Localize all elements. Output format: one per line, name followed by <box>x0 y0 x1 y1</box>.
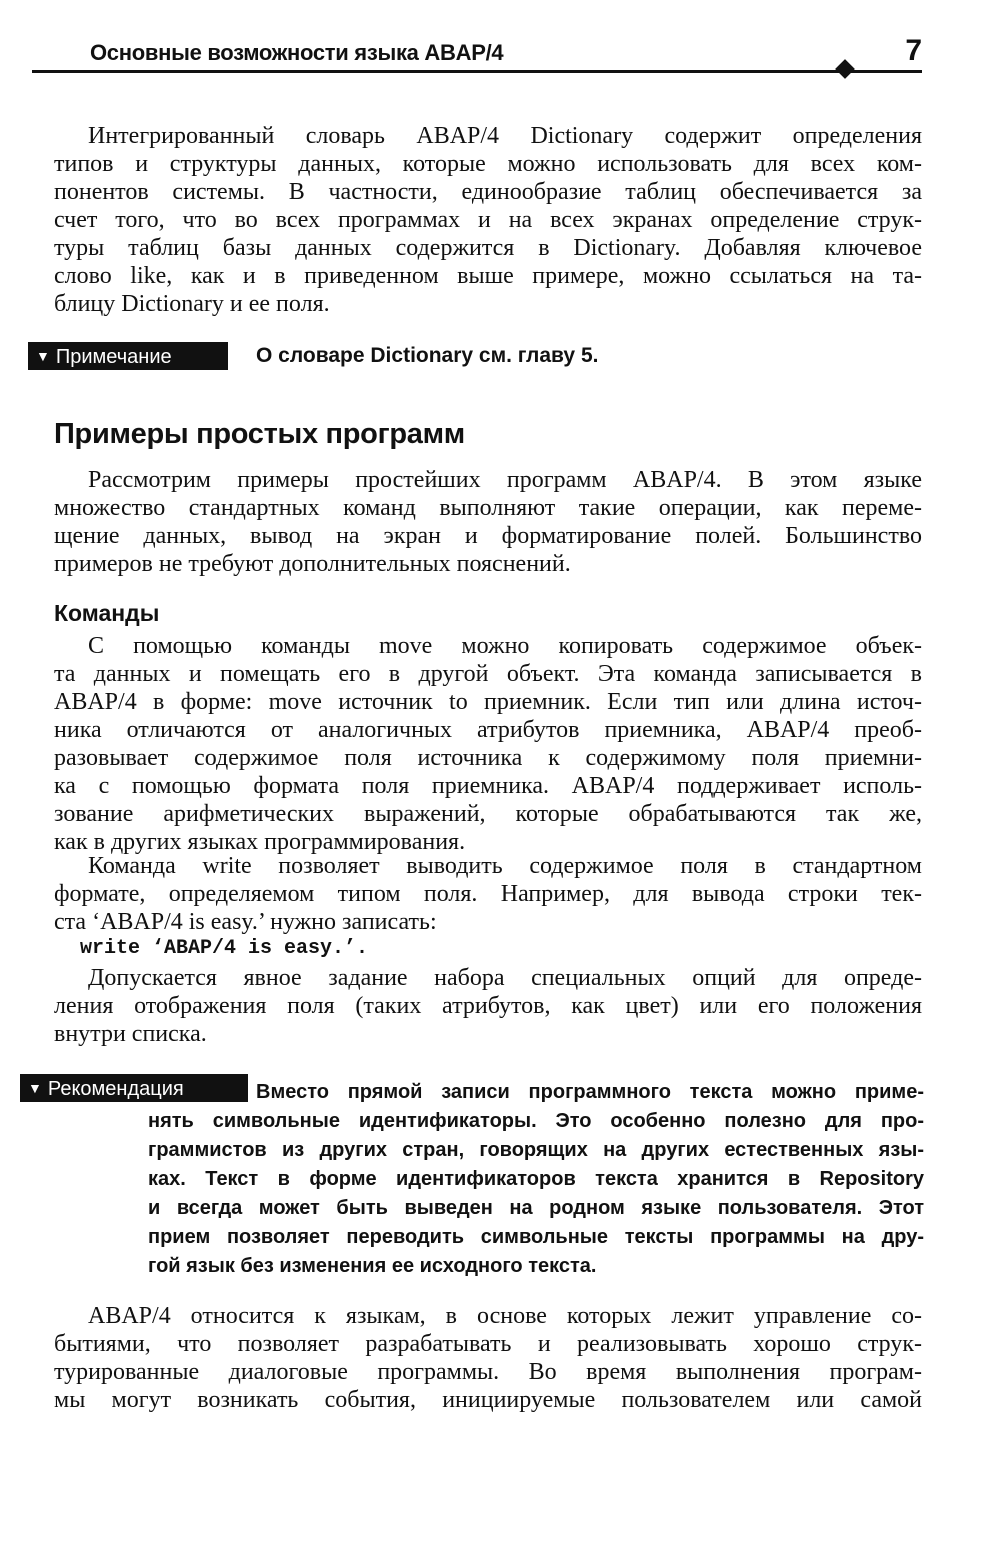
text-line: Допускается явное задание набора специальных опций для опреде- <box>88 965 922 991</box>
header-diamond-ornament <box>835 59 855 79</box>
note-label: Примечание <box>55 346 172 368</box>
text-line: ста ‘ABAP/4 is easy.’ нужно записать: <box>54 909 437 935</box>
commands-paragraph-move <box>54 632 922 856</box>
text-line: разовывает содержимое поля источника к содержимому поля приемни- <box>54 745 922 771</box>
text-line: туры таблиц базы данных содержится в Dictionary. Добавляя ключевое <box>54 235 922 261</box>
text-line: С помощью команды move можно копировать содержимое объек- <box>88 633 922 659</box>
text-line: ABAP/4 в форме: move источник to приемник. Если тип или длина источ- <box>54 689 922 715</box>
text-line: та данных и помещать его в другой объект. Эта команда записывается в <box>54 661 922 687</box>
text-line: щение данных, вывод на экран и форматирование полей. Большинство <box>54 523 922 549</box>
text-line: множество стандартных команд выполняют такие операции, как переме- <box>54 495 922 521</box>
text-line: гой язык без изменения ее исходного текста. <box>148 1255 597 1277</box>
text-line: Рассмотрим примеры простейших программ ABAP/4. В этом языке <box>88 467 922 493</box>
subsection-heading: Команды <box>54 600 160 626</box>
note-text: О словаре Dictionary см. главу 5. <box>256 344 599 367</box>
text-line: понентов системы. В частности, единообразие таблиц обеспечивается за <box>54 179 922 205</box>
text-line: граммистов из других стран, говорящих на других естественных язы- <box>148 1139 924 1161</box>
text-line: прием позволяет переводить символьные тексты программы на дру- <box>148 1226 924 1248</box>
text-line: нять символьные идентификаторы. Это особенно полезно для про- <box>148 1110 924 1132</box>
text-line: примеров не требуют дополнительных пояснений. <box>54 551 571 577</box>
text-line: и всегда может быть выведен на родном языке пользователя. Этот <box>148 1197 924 1219</box>
text-line: Интегрированный словарь ABAP/4 Dictionary содержит определения <box>88 123 922 149</box>
text-line: Команда write позволяет выводить содержимое поля в стандартном <box>88 853 922 879</box>
triangle-down-icon: ▼ <box>28 1080 42 1096</box>
section-paragraph <box>54 466 922 578</box>
commands-paragraph-write <box>54 852 922 936</box>
commands-paragraph-options <box>54 964 922 1048</box>
text-line: ника отличаются от аналогичных атрибутов приемника, ABAP/4 преоб- <box>54 717 922 743</box>
tip-text <box>148 1078 924 1281</box>
text-line: слово like, как и в приведенном выше примере, можно ссылаться на та- <box>54 263 922 289</box>
text-line: счет того, что во всех программах и на всех экранах определение струк- <box>54 207 922 233</box>
note-label-tag <box>28 342 228 370</box>
text-line: зование арифметических выражений, которые обрабатываются так же, <box>54 801 922 827</box>
running-header-title: Основные возможности языка ABAP/4 <box>90 40 504 65</box>
text-line: Вместо прямой записи программного текста можно приме- <box>256 1081 924 1103</box>
text-line: формате, определяемом типом поля. Например, для вывода строки тек- <box>54 881 922 907</box>
text-line: бытиями, что позволяет разрабатывать и реализовывать хорошо струк- <box>54 1331 922 1357</box>
text-line: мы могут возникать события, инициируемые пользователем или самой <box>54 1387 922 1413</box>
closing-paragraph <box>54 1302 922 1414</box>
text-line: ка с помощью формата поля приемника. ABAP/4 поддерживает исполь- <box>54 773 922 799</box>
tip-label: Рекомендация <box>47 1078 184 1100</box>
text-line: ках. Текст в форме идентификаторов текста хранится в Repository <box>148 1168 924 1190</box>
text-line: типов и структуры данных, которые можно использовать для всех ком- <box>54 151 922 177</box>
text-line: турированные диалоговые программы. Во время выполнения програм- <box>54 1359 922 1385</box>
page-number: 7 <box>905 34 922 67</box>
text-line: ABAP/4 относится к языкам, в основе которых лежит управление со- <box>88 1303 922 1329</box>
header-rule <box>32 70 922 73</box>
text-line: внутри списка. <box>54 1021 207 1047</box>
triangle-down-icon: ▼ <box>36 348 50 364</box>
code-example: write ‘ABAP/4 is easy.’. <box>80 937 369 960</box>
text-line: блицу Dictionary и ее поля. <box>54 291 330 317</box>
section-heading: Примеры простых программ <box>54 418 465 450</box>
text-line: ления отображения поля (таких атрибутов, как цвет) или его положения <box>54 993 922 1019</box>
text-line: как в других языках программирования. <box>54 829 466 855</box>
intro-paragraph <box>54 122 922 318</box>
